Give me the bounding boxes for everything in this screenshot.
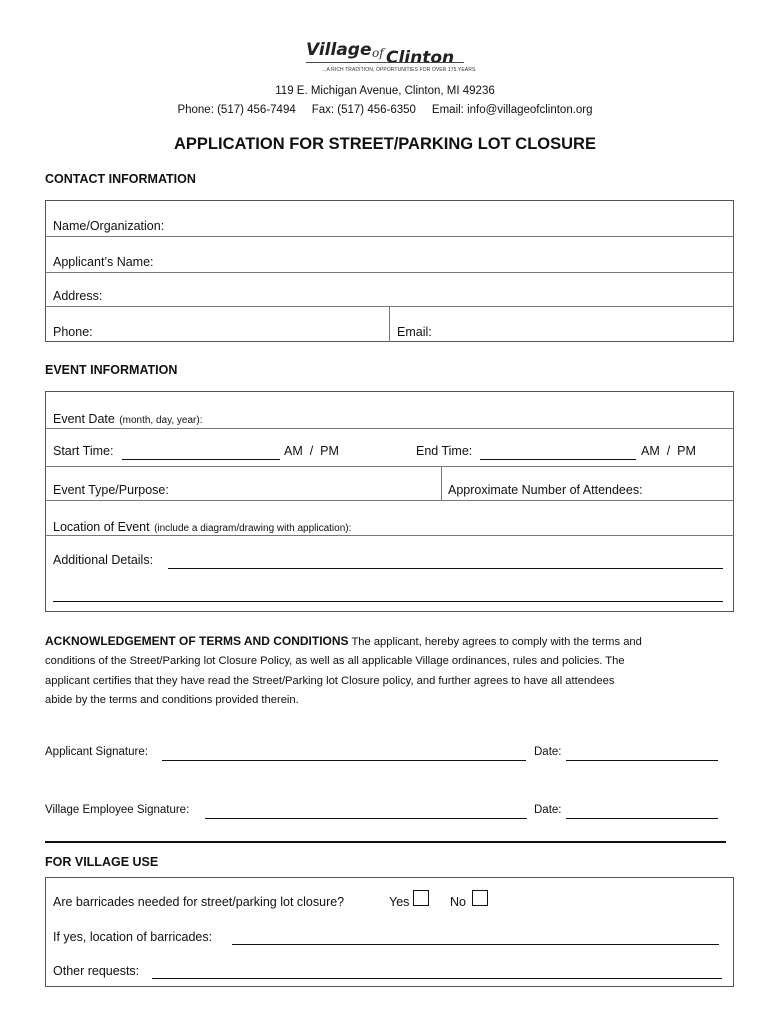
- logo-word-village: Village: [306, 40, 372, 60]
- acknowledgement-heading: ACKNOWLEDGEMENT OF TERMS AND CONDITIONS: [45, 634, 349, 648]
- additional-details-label: Additional Details:: [53, 553, 154, 567]
- applicant-signature-line[interactable]: [162, 760, 526, 761]
- event-section-heading: EVENT INFORMATION: [45, 363, 178, 377]
- end-time-input-line[interactable]: [480, 459, 636, 460]
- employee-signature-label: Village Employee Signature:: [45, 804, 190, 816]
- acknowledgement-paragraph: [45, 632, 745, 710]
- name-organization-field[interactable]: Name/Organization:: [53, 219, 165, 233]
- form-title: APPLICATION FOR STREET/PARKING LOT CLOSURE: [174, 135, 596, 153]
- barricade-location-label: If yes, location of barricades:: [53, 930, 213, 944]
- other-requests-label: Other requests:: [53, 964, 140, 978]
- end-time-am-pm[interactable]: AM / PM: [641, 444, 696, 458]
- barricades-no-label: No: [450, 895, 466, 909]
- logo-rule: [306, 62, 464, 63]
- event-date-hint: (month, day, year):: [119, 415, 203, 426]
- divider: [45, 500, 734, 501]
- divider: [45, 272, 734, 273]
- start-time-label: Start Time:: [53, 444, 114, 458]
- logo-word-of: of: [372, 46, 384, 60]
- barricades-no-checkbox[interactable]: [472, 890, 488, 906]
- village-use-heading: FOR VILLAGE USE: [45, 855, 159, 869]
- location-of-event-hint: (include a diagram/drawing with application):: [154, 523, 352, 534]
- event-date-label: Event Date: [53, 412, 115, 426]
- village-logo: [300, 40, 476, 76]
- village-email: Email: info@villageofclinton.org: [431, 104, 593, 116]
- phone-field[interactable]: Phone:: [53, 325, 93, 339]
- location-of-event-label: Location of Event: [53, 520, 150, 534]
- applicant-signature-label: Applicant Signature:: [45, 746, 148, 758]
- village-address: 119 E. Michigan Avenue, Clinton, MI 49236: [275, 85, 495, 97]
- location-of-event-field[interactable]: [53, 518, 351, 536]
- event-type-purpose-field[interactable]: Event Type/Purpose:: [53, 483, 169, 497]
- logo-tagline: ...A RICH TRADITION, OPPORTUNITIES FOR OVER 175 YEARS: [322, 67, 476, 73]
- acknowledgement-text-4: abide by the terms and conditions provided therein.: [45, 693, 299, 706]
- village-use-separator: [45, 841, 726, 843]
- additional-details-line-1[interactable]: [168, 568, 723, 569]
- barricades-yes-checkbox[interactable]: [413, 890, 429, 906]
- logo-word-clinton: Clinton: [386, 48, 455, 68]
- barricades-question: Are barricades needed for street/parking lot closure?: [53, 895, 345, 909]
- divider: [45, 466, 734, 467]
- employee-date-label: Date:: [534, 804, 562, 816]
- email-field[interactable]: Email:: [397, 325, 432, 339]
- employee-signature-line[interactable]: [205, 818, 527, 819]
- address-field[interactable]: Address:: [53, 289, 103, 303]
- acknowledgement-text-1: The applicant, hereby agrees to comply with the terms and: [351, 636, 642, 648]
- applicant-date-label: Date:: [534, 746, 562, 758]
- event-date-field[interactable]: [53, 410, 202, 428]
- additional-details-line-2[interactable]: [53, 601, 723, 602]
- divider: [441, 466, 442, 500]
- approximate-attendees-field[interactable]: Approximate Number of Attendees:: [448, 483, 643, 497]
- applicant-date-line[interactable]: [566, 760, 718, 761]
- applicant-name-field[interactable]: Applicant’s Name:: [53, 255, 154, 269]
- divider: [45, 236, 734, 237]
- end-time-label: End Time:: [416, 444, 473, 458]
- acknowledgement-text-2: conditions of the Street/Parking lot Closure Policy, as well as all applicable Village ordinances, rules and policies. The: [45, 655, 625, 668]
- barricade-location-line[interactable]: [232, 944, 719, 945]
- other-requests-line[interactable]: [152, 978, 722, 979]
- acknowledgement-text-3: applicant certifies that they have read the Street/Parking lot Closure policy, and further agrees to have all attendees: [45, 674, 615, 687]
- start-time-input-line[interactable]: [122, 459, 280, 460]
- start-time-am-pm[interactable]: AM / PM: [284, 444, 339, 458]
- contact-section-heading: CONTACT INFORMATION: [45, 172, 196, 186]
- divider: [389, 306, 390, 342]
- village-fax: Fax: (517) 456-6350: [311, 104, 416, 116]
- village-phone: Phone: (517) 456-7494: [177, 104, 296, 116]
- contact-line: [0, 104, 770, 116]
- employee-date-line[interactable]: [566, 818, 718, 819]
- barricades-yes-label: Yes: [389, 895, 410, 909]
- divider: [45, 428, 734, 429]
